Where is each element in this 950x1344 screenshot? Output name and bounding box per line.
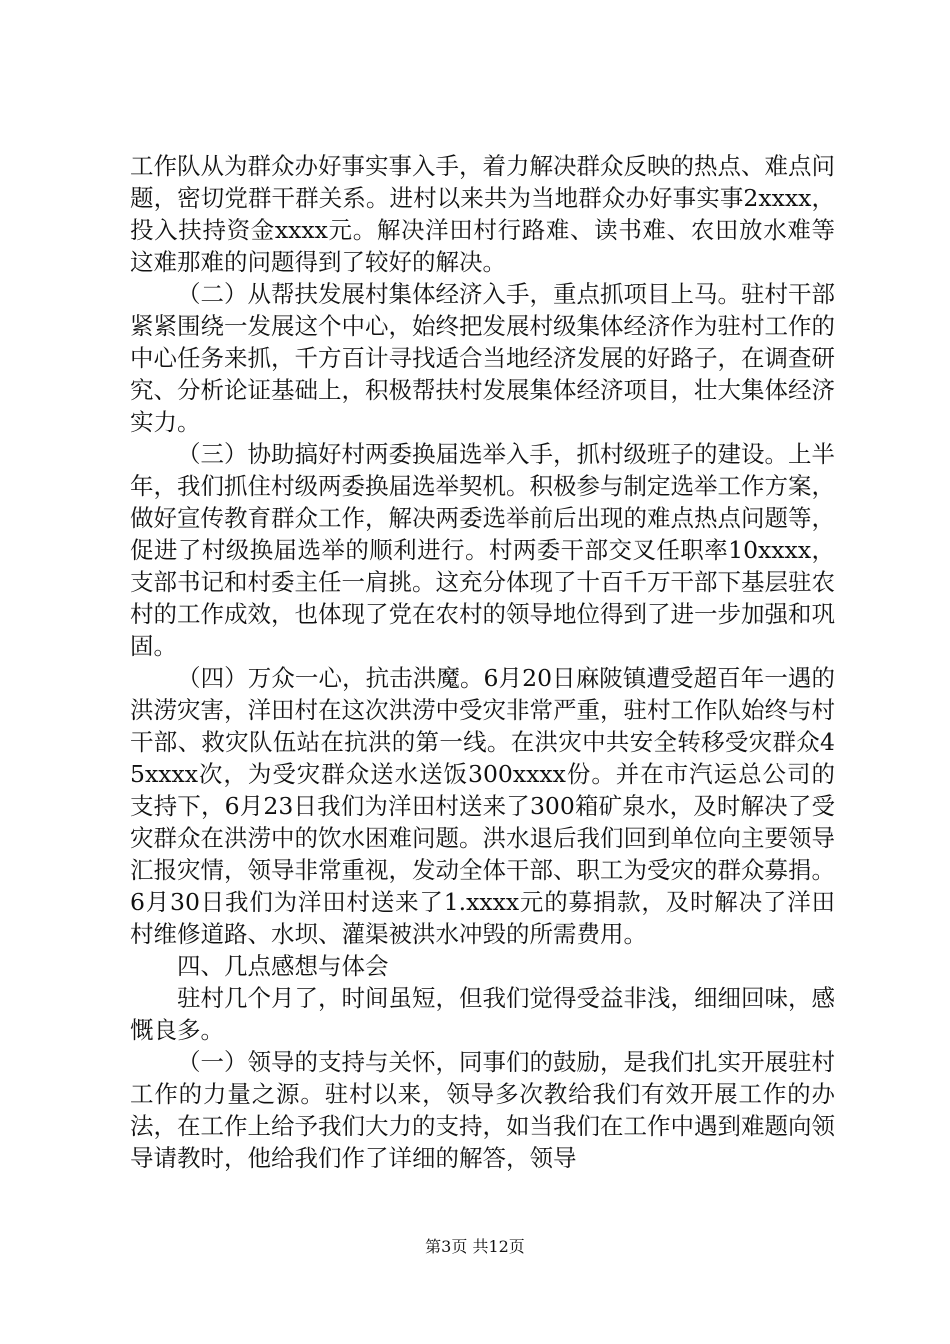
paragraph-1: 工作队从为群众办好事实事入手，着力解决群众反映的热点、难点问题，密切党群干群关系。进村以来共为当地群众办好事实事2xxxx，投入扶持资金xxxx元。解决洋田村行路难、读书难、农田放水难等这难那难的问题得到了较好的解决。 [130, 152, 835, 276]
paragraph-3: （三）协助搞好村两委换届选举入手，抓村级班子的建设。上半年，我们抓住村级两委换届选举契机。积极参与制定选举工作方案，做好宣传教育群众工作，解决两委选举前后出现的难点热点问题等，促进了村级换届选举的顺利进行。村两委干部交叉任职率10xxxx，支部书记和村委主任一肩挑。这充分体现了十百千万干部下基层驻农村的工作成效，也体现了党在农村的领导地位得到了进一步加强和巩固。 [130, 440, 835, 660]
paragraph-6: （一）领导的支持与关怀，同事们的鼓励，是我们扎实开展驻村工作的力量之源。驻村以来，领导多次教给我们有效开展工作的办法，在工作上给予我们大力的支持，如当我们在工作中遇到难题向领导请教时，他给我们作了详细的解答，领导 [130, 1048, 835, 1172]
section-heading: 四、几点感想与体会 [177, 952, 389, 980]
document-body [130, 150, 835, 1174]
paragraph-4: （四）万众一心，抗击洪魔。6月20日麻陂镇遭受超百年一遇的洪涝灾害，洋田村在这次洪涝中受灾非常严重，驻村工作队始终与村干部、救灾队伍站在抗洪的第一线。在洪灾中共安全转移受灾群众45xxxx次，为受灾群众送水送饭300xxxx份。并在市汽运总公司的支持下，6月23日我们为洋田村送来了300箱矿泉水，及时解决了受灾群众在洪涝中的饮水困难问题。洪水退后我们回到单位向主要领导汇报灾情，领导非常重视，发动全体干部、职工为受灾的群众募捐。6月30日我们为洋田村送来了1.xxxx元的募捐款，及时解决了洋田村维修道路、水坝、灌渠被洪水冲毁的所需费用。 [130, 664, 835, 948]
paragraph-2: （二）从帮扶发展村集体经济入手，重点抓项目上马。驻村干部紧紧围绕一发展这个中心，始终把发展村级集体经济作为驻村工作的中心任务来抓，千方百计寻找适合当地经济发展的好路子，在调查研究、分析论证基础上，积极帮扶村发展集体经济项目，壮大集体经济实力。 [130, 280, 835, 436]
paragraph-5: 驻村几个月了，时间虽短，但我们觉得受益非浅，细细回味，感慨良多。 [130, 984, 835, 1044]
page-number-footer: 第3页 共12页 [425, 1237, 525, 1256]
